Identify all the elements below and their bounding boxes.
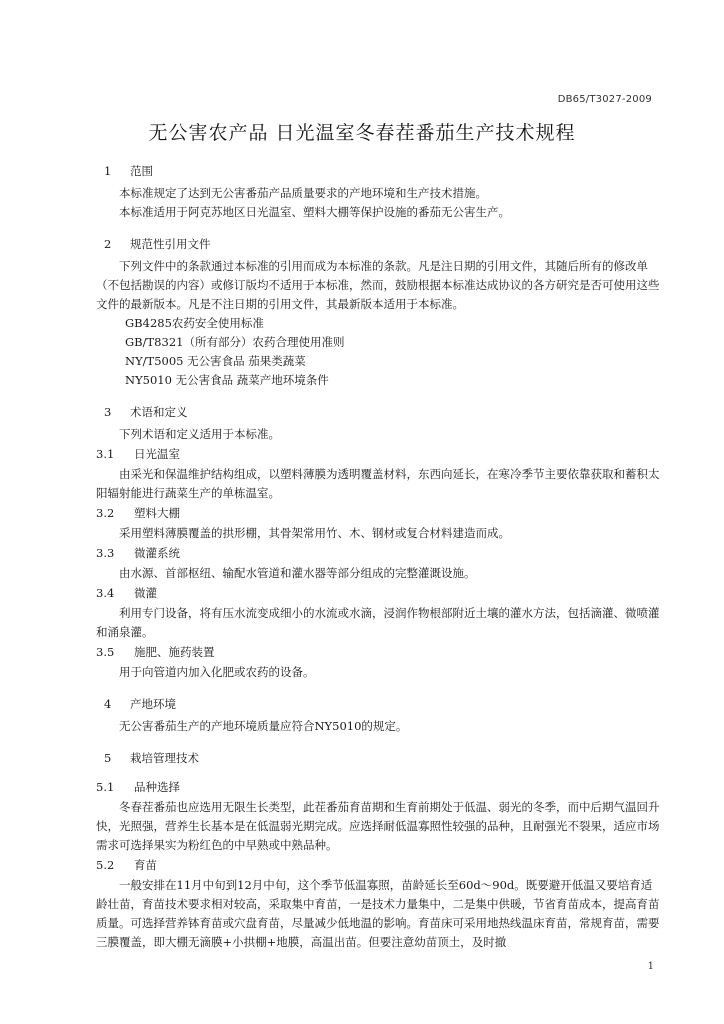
subsection-heading bbox=[96, 856, 662, 875]
section-heading-normative-references bbox=[104, 235, 662, 254]
reference-item: NY/T5005 无公害食品 茄果类蔬菜 bbox=[125, 354, 306, 368]
section-number: 1 bbox=[104, 164, 112, 178]
section-number: 5 bbox=[104, 751, 112, 765]
term-heading bbox=[96, 643, 662, 662]
section-heading-environment bbox=[104, 695, 662, 714]
term-definition: 利用专门设备，将有压水流变成细小的水流或水滴，浸润作物根部附近土壤的灌水方法，包括滴灌、微喷灌和涌泉灌。 bbox=[96, 606, 660, 639]
document-code: DB65/T3027-2009 bbox=[557, 94, 652, 105]
paragraph: 无公害番茄生产的产地环境质量应符合NY5010的规定。 bbox=[119, 719, 408, 733]
term-heading bbox=[96, 445, 662, 464]
paragraph: 下列文件中的条款通过本标准的引用而成为本标准的条款。凡是注日期的引用文件，其随后所有的修改单（不包括勘误的内容）或修订版均不适用于本标准，然而，鼓励根据本标准达成协议的各方研究是否可使用这些文件的最新版本。凡是不注日期的引用文件，其最新版本适用于本标准。 bbox=[96, 259, 660, 311]
term-number: 3.3 bbox=[96, 546, 115, 560]
term-heading bbox=[96, 544, 662, 563]
section-heading-scope bbox=[104, 162, 662, 181]
term-title: 塑料大棚 bbox=[134, 506, 180, 520]
paragraph: 一般安排在11月中旬到12月中旬，这个季节低温寡照，苗龄延长至60d～90d。既要避开低温又要培育适龄壮苗，育苗技术要求相对较高，采取集中育苗，一是技术力量集中，二是集中供暖，节省育苗成本，提高育苗质量。可选择营养钵育苗或穴盘育苗，尽量减少低地温的影响。育苗床可采用地热线温床育苗，常规育苗，需要三膜覆盖，即大棚无滴膜+小拱棚+地膜，高温出苗。但要注意幼苗顶土，及时撤 bbox=[96, 878, 660, 949]
subsection-number: 5.2 bbox=[96, 858, 115, 872]
term-number: 3.1 bbox=[96, 447, 115, 461]
paragraph: 下列术语和定义适用于本标准。 bbox=[119, 427, 280, 441]
term-heading bbox=[96, 584, 662, 603]
section-title: 术语和定义 bbox=[130, 405, 188, 419]
subsection-number: 5.1 bbox=[96, 780, 115, 794]
section-number: 2 bbox=[104, 237, 112, 251]
section-title: 产地环境 bbox=[130, 697, 176, 711]
section-heading-terms bbox=[104, 403, 662, 422]
term-heading bbox=[96, 504, 662, 523]
term-title: 微灌 bbox=[134, 586, 157, 600]
subsection-heading bbox=[96, 778, 662, 797]
page-number: 1 bbox=[647, 961, 654, 972]
subsection-title: 品种选择 bbox=[134, 780, 180, 794]
term-definition: 用于向管道内加入化肥或农药的设备。 bbox=[119, 665, 315, 679]
section-number: 4 bbox=[104, 697, 112, 711]
reference-item: NY5010 无公害食品 蔬菜产地环境条件 bbox=[125, 373, 329, 387]
reference-item: GB/T8321（所有部分）农药合理使用准则 bbox=[125, 335, 345, 349]
paragraph: 冬春茬番茄也应选用无限生长类型，此茬番茄育苗期和生育前期处于低温、弱光的冬季，而中后期气温回升快，光照强，营养生长基本是在低温弱光期完成。应选择耐低温寡照性较强的品种，且耐强光不裂果，适应市场需求可选择果实为粉红色的中早熟或中熟品种。 bbox=[96, 800, 660, 852]
document-body bbox=[96, 158, 662, 952]
term-number: 3.2 bbox=[96, 506, 115, 520]
term-number: 3.4 bbox=[96, 586, 115, 600]
section-title: 范围 bbox=[130, 164, 153, 178]
term-number: 3.5 bbox=[96, 645, 115, 659]
reference-item: GB4285农药安全使用标准 bbox=[125, 316, 264, 330]
paragraph: 本标准规定了达到无公害番茄产品质量要求的产地环境和生产技术措施。 bbox=[119, 186, 487, 200]
term-title: 微灌系统 bbox=[134, 546, 180, 560]
section-number: 3 bbox=[104, 405, 112, 419]
term-definition: 采用塑料薄膜覆盖的拱形棚，其骨架常用竹、木、钢材或复合材料建造而成。 bbox=[119, 526, 510, 540]
term-title: 施肥、施药装置 bbox=[134, 645, 215, 659]
term-definition: 由水源、首部枢纽、输配水管道和灌水器等部分组成的完整灌溉设施。 bbox=[119, 566, 476, 580]
term-title: 日光温室 bbox=[134, 447, 180, 461]
paragraph: 本标准适用于阿克苏地区日光温室、塑料大棚等保护设施的番茄无公害生产。 bbox=[119, 205, 510, 219]
section-title: 规范性引用文件 bbox=[130, 237, 211, 251]
subsection-title: 育苗 bbox=[134, 858, 157, 872]
section-title: 栽培管理技术 bbox=[130, 751, 199, 765]
term-definition: 由采光和保温维护结构组成，以塑料薄膜为透明覆盖材料，东西向延长，在寒冷季节主要依靠获取和蓄积太阳辐射能进行蔬菜生产的单栋温室。 bbox=[96, 467, 660, 500]
section-heading-cultivation bbox=[104, 749, 662, 768]
document-title: 无公害农产品 日光温室冬春茬番茄生产技术规程 bbox=[148, 122, 576, 144]
